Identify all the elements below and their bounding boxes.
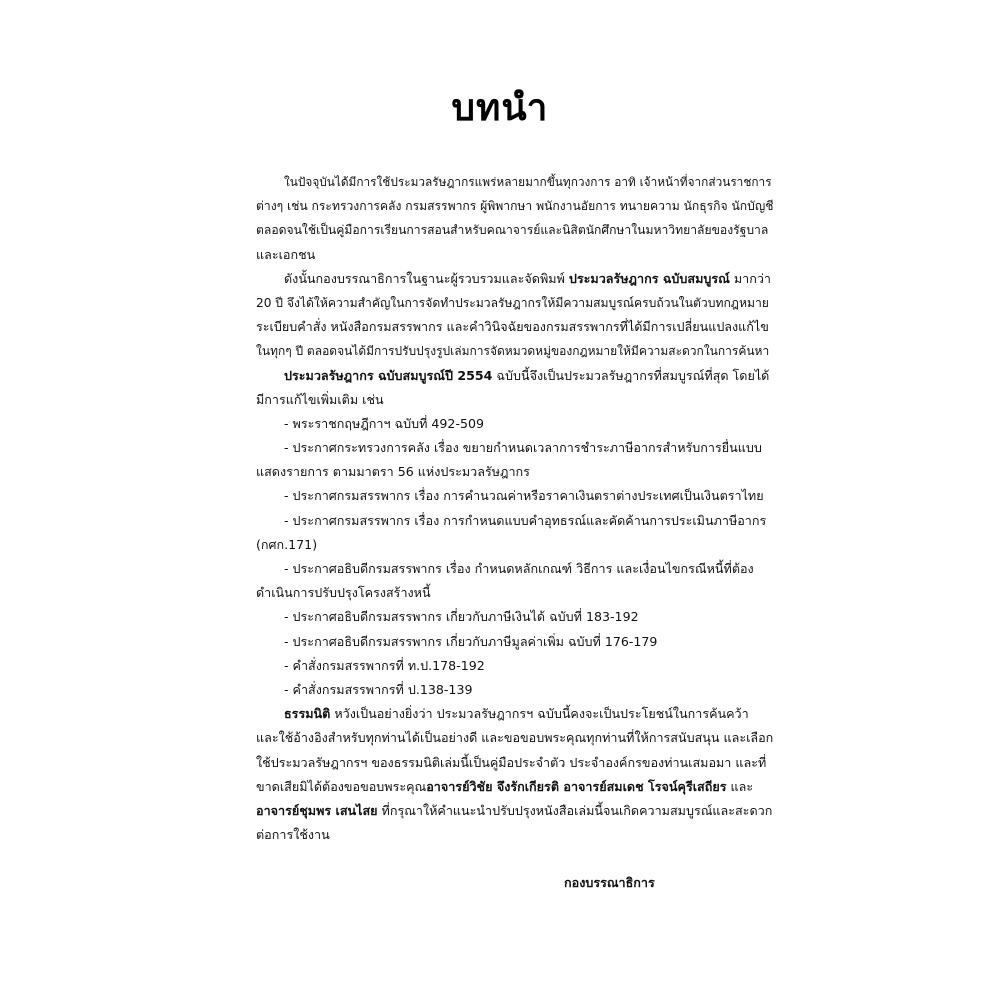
text-line: และใช้อ้างอิงสำหรับทุกท่านได้เป็นอย่างดี และขอขอบพระคุณทุกท่านที่ให้การสนับสนุน และเลือก — [256, 730, 774, 746]
bold-publisher-name: ธรรมนิติ — [284, 706, 331, 722]
text-fragment: ดังนั้นกองบรรณาธิการในฐานะผู้รวบรวมและจัดพิมพ์ — [284, 270, 569, 286]
bold-book-title: ประมวลรัษฎากร ฉบับสมบูรณ์ — [568, 270, 730, 286]
text-line: และเอกชน — [256, 246, 316, 262]
text-line — [256, 775, 774, 799]
bold-acknowledged-name: อาจารย์ชุมพร เสนไสย — [256, 802, 378, 818]
text-line — [256, 267, 774, 291]
text-fragment: ฉบับนี้จึงเป็นประมวลรัษฎากรที่สมบูรณ์ที่สุด โดยได้ — [492, 367, 770, 383]
text-line: 20 ปี จึงได้ให้ความสำคัญในการจัดทำประมวลรัษฎากรให้มีความสมบูรณ์ครบถ้วนในตัวบทกฎหมาย — [256, 295, 769, 310]
text-line: ในทุกๆ ปี ตลอดจนได้มีการปรับปรุงรูปเล่มการจัดหมวดหมู่ของกฎหมายให้มีความสะดวกในการค้นหา — [256, 344, 770, 359]
text-fragment: ที่กรุณาให้คำแนะนำปรับปรุงหนังสือเล่มนี้จนเกิดความสมบูรณ์และสะดวก — [377, 802, 773, 818]
text-line: ใช้ประมวลรัษฎากรฯ ของธรรมนิติเล่มนี้เป็นคู่มือประจำตัว ประจำองค์กรของท่านเสมอมา และที่ — [256, 754, 767, 770]
text-line: ตลอดจนใช้เป็นคู่มือการเรียนการสอนสำหรับคณาจารย์และนิสิตนักศึกษาในมหาวิทยาลัยของรัฐบาล — [256, 223, 769, 238]
list-item: - คำสั่งกรมสรรพากรที่ ป.138-139 — [284, 681, 473, 697]
text-line: ดำเนินการปรับปรุงโครงสร้างหนี้ — [256, 585, 431, 601]
bold-acknowledged-names: อาจารย์วิชัย จึงรักเกียรติ อาจารย์สมเดช โรจน์คุรีเสถียร — [426, 778, 727, 794]
list-item: - ประกาศกรมสรรพากร เรื่อง การคำนวณค่าหรือราคาเงินตราต่างประเทศเป็นเงินตราไทย — [284, 488, 764, 504]
text-fragment: มากว่า — [729, 270, 772, 286]
list-item: - พระราชกฤษฎีกาฯ ฉบับที่ 492-509 — [284, 415, 485, 431]
text-fragment: หวังเป็นอย่างยิ่งว่า ประมวลรัษฎากรฯ ฉบับนี้คงจะเป็นประโยชน์ในการค้นคว้า — [330, 706, 749, 722]
bold-book-edition: ประมวลรัษฎากร ฉบับสมบูรณ์ปี 2554 — [284, 367, 493, 383]
preface-body — [256, 170, 774, 847]
text-fragment: ขาดเสียมิได้ต้องขอขอบพระคุณ — [256, 778, 427, 794]
text-line — [256, 799, 774, 823]
text-line: ต่างๆ เช่น กระทรวงการคลัง กรมสรรพากร ผู้พิพากษา พนักงานอัยการ ทนายความ นักธุรกิจ นักบัญชี — [256, 199, 774, 214]
text-line: ในปัจจุบันได้มีการใช้ประมวลรัษฎากรแพร่หลายมากขึ้นทุกวงการ อาทิ เจ้าหน้าที่จากส่วนราชการ — [284, 175, 772, 189]
text-line: ระเบียบคำสั่ง หนังสือกรมสรรพากร และคำวินิจฉัยของกรมสรรพากรที่ได้มีการเปลี่ยนแปลงแก้ไข — [256, 319, 769, 335]
list-item: - ประกาศอธิบดีกรมสรรพากร เรื่อง กำหนดหลักเกณฑ์ วิธีการ และเงื่อนไขกรณีหนี้ที่ต้อง — [284, 561, 754, 576]
text-fragment: และ — [726, 778, 754, 794]
signature-text: กองบรรณาธิการ — [564, 875, 655, 890]
text-line — [256, 364, 774, 388]
list-item: - คำสั่งกรมสรรพากรที่ ท.ป.178-192 — [284, 657, 485, 673]
text-line — [256, 702, 774, 726]
text-line: แสดงรายการ ตามมาตรา 56 แห่งประมวลรัษฎากร — [256, 464, 530, 480]
text-line: (กศก.171) — [256, 536, 318, 552]
page-title: บทนำ — [451, 86, 549, 129]
list-item: - ประกาศอธิบดีกรมสรรพากร เกี่ยวกับภาษีมูลค่าเพิ่ม ฉบับที่ 176-179 — [284, 633, 658, 649]
text-line: มีการแก้ไขเพิ่มเติม เช่น — [256, 391, 384, 407]
list-item: - ประกาศกรมสรรพากร เรื่อง การกำหนดแบบคำอุทธรณ์และคัดค้านการประเมินภาษีอากร — [284, 512, 767, 528]
text-line: ต่อการใช้งาน — [256, 827, 330, 843]
list-item: - ประกาศอธิบดีกรมสรรพากร เกี่ยวกับภาษีเงินได้ ฉบับที่ 183-192 — [284, 609, 639, 625]
list-item: - ประกาศกระทรวงการคลัง เรื่อง ขยายกำหนดเวลาการชำระภาษีอากรสำหรับการยื่นแบบ — [284, 440, 762, 456]
